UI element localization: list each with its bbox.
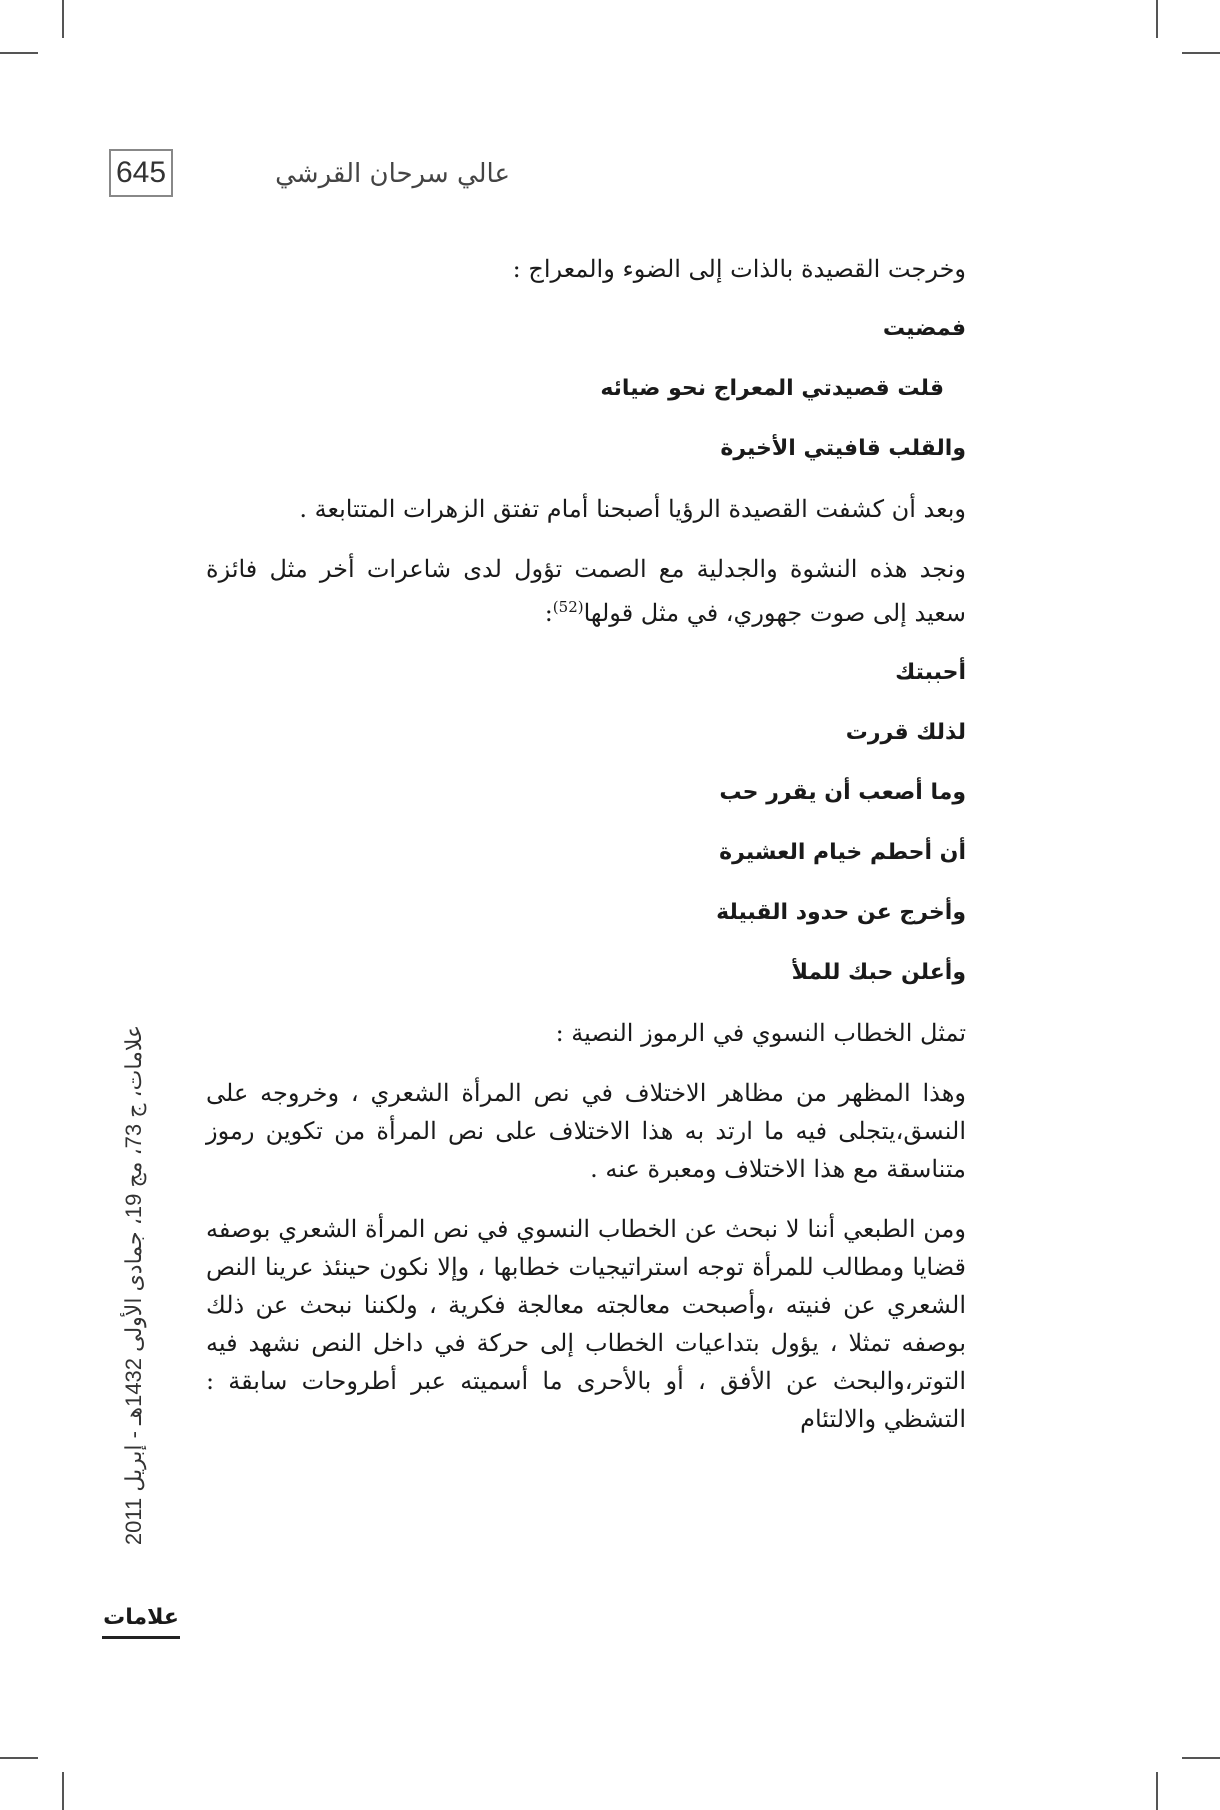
paragraph	[206, 550, 966, 632]
poem-line: وأخرج عن حدود القبيلة	[716, 900, 966, 925]
poem-line: قلت قصيدتي المعراج نحو ضيائه	[600, 376, 944, 401]
poem-line: أحببتك	[895, 660, 966, 685]
poem-line: لذلك قررت	[845, 720, 966, 745]
footnote-ref: (52)	[552, 598, 584, 616]
crop-mark	[0, 1757, 38, 1759]
poem-line: فمضيت	[882, 316, 966, 341]
crop-mark	[62, 1772, 64, 1810]
paragraph: وبعد أن كشفت القصيدة الرؤيا أصبحنا أمام تفتق الزهرات المتتابعة .	[299, 495, 966, 523]
article-body	[206, 250, 966, 1438]
poem-line: أن أحطم خيام العشيرة	[719, 840, 966, 865]
crop-mark	[1182, 1757, 1220, 1759]
page-number: 645	[109, 149, 173, 197]
crop-mark	[1156, 0, 1158, 38]
intro-line: وخرجت القصيدة بالذات إلى الضوء والمعراج :	[512, 255, 966, 283]
crop-mark	[62, 0, 64, 38]
section-heading: تمثل الخطاب النسوي في الرموز النصية :	[555, 1019, 966, 1047]
poem-line: والقلب قافيتي الأخيرة	[720, 436, 966, 461]
side-footer	[110, 955, 158, 1615]
poem-line: وما أصعب أن يقرر حب	[719, 780, 966, 805]
paragraph: ومن الطبعي أننا لا نبحث عن الخطاب النسوي في نص المرأة الشعري بوصفه قضايا ومطالب للمرأة توجه استراتيجيات خطابها ، وإلا نكون حينئذ عرينا النص الشعري عن فنيته ،وأصبحت معالجته معالجة فكرية ، ولكننا نبحث عن ذلك بوصفه تمثلا ، يؤول بتداعيات الخطاب إلى حركة في داخل النص نشهد فيه التوتر،والبحث عن الأفق ، أو بالأحرى ما أسميته عبر أطروحات سابقة : التشظي والالتئام	[206, 1215, 967, 1433]
paragraph: وهذا المظهر من مظاهر الاختلاف في نص المرأة الشعري ، وخروجه على النسق،يتجلى فيه ما ارتد به هذا الاختلاف على نص المرأة من تكوين رموز متناسقة مع هذا الاختلاف ومعبرة عنه .	[206, 1079, 966, 1183]
crop-mark	[0, 52, 38, 54]
journal-logo: علامات	[102, 1600, 180, 1639]
paragraph-text: ونجد هذه النشوة والجدلية مع الصمت تؤول لدى شاعرات أخر مثل فائزة سعيد إلى صوت جهوري، في مثل قولها	[206, 555, 966, 627]
crop-mark	[1182, 52, 1220, 54]
poem-line: وأعلن حبك للملأ	[791, 960, 966, 985]
journal-citation: علامات، ج 73، مج 19، جمادى الأولى 1432هـ - إبريل 2011	[121, 1024, 146, 1546]
running-head: عالي سرحان القرشي	[275, 159, 510, 189]
crop-mark	[1156, 1772, 1158, 1810]
paragraph-colon: :	[544, 599, 553, 627]
